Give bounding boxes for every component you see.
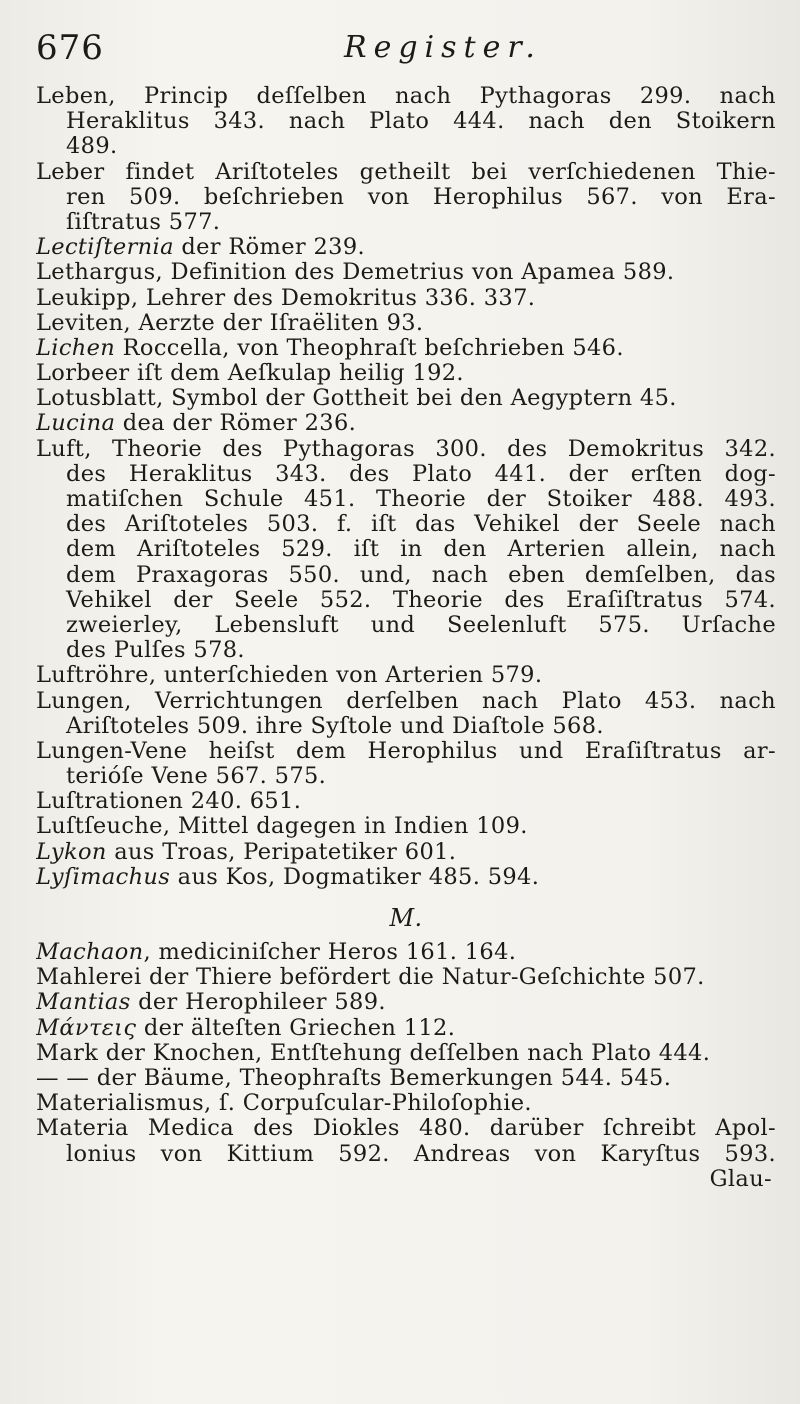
entry-text: der älteſten Griechen 112. <box>136 1015 456 1041</box>
register-line <box>36 411 776 436</box>
entry-text: Leber findet Ariſtoteles getheilt bei verſchiedenen Thie- <box>36 159 776 185</box>
entry-text: dem Praxagoras 550. und, nach eben demſelben, das <box>66 562 776 588</box>
catchword: Glau- <box>709 1166 772 1192</box>
register-line <box>36 1142 776 1167</box>
entry-text: Ariſtoteles 509. ihre Syſtole und Diaſtole 568. <box>66 713 604 739</box>
entry-text: Lungen-Vene heiſst dem Herophilus und Eraſiſtratus ar- <box>36 738 776 764</box>
entry-text: des Heraklitus 343. des Plato 441. der erſten dog- <box>66 461 776 487</box>
headword-italic: Machaon <box>36 940 144 965</box>
entry-text: Lorbeer iſt dem Aeſkulap heilig 192. <box>36 361 464 387</box>
entry-text: Luſtſeuche, Mittel dagegen in Indien 109. <box>36 814 528 840</box>
register-line <box>36 764 776 789</box>
headword-italic: Lykon <box>36 839 107 865</box>
register-line <box>36 311 776 336</box>
entry-text: Materia Medica des Diokles 480. darüber ſchreibt Apol- <box>36 1116 776 1142</box>
register-line <box>36 185 776 210</box>
register-line <box>36 361 776 386</box>
register-line <box>36 134 776 159</box>
register-line <box>36 563 776 588</box>
entry-text: 489. <box>66 134 118 160</box>
register-line <box>36 1091 776 1116</box>
entry-text: Luftröhre, unterſchieden von Arterien 579. <box>36 663 543 689</box>
register-line <box>36 1066 776 1091</box>
register-line <box>36 1016 776 1041</box>
register-line <box>36 714 776 739</box>
register-line <box>36 462 776 487</box>
register-line <box>36 739 776 764</box>
entry-text: Mark der Knochen, Entſtehung deſſelben nach Plato 444. <box>36 1040 711 1066</box>
entry-text: — — der Bäume, Theophraſts Bemerkungen 544. 545. <box>36 1065 672 1091</box>
register-line <box>36 588 776 613</box>
entry-text: Heraklitus 343. nach Plato 444. nach den Stoikern <box>66 109 776 135</box>
register-entries <box>36 84 776 1192</box>
headword-italic: Mantias <box>36 990 131 1016</box>
entry-text: Leben, Princip deſſelben nach Pythagoras 299. nach <box>36 84 776 109</box>
register-line <box>36 437 776 462</box>
entry-text: der Herophileer 589. <box>130 990 386 1016</box>
register-line <box>36 689 776 714</box>
register-line <box>36 537 776 562</box>
register-line <box>36 84 776 109</box>
entry-text: Materialismus, ſ. Corpuſcular-Philoſophie. <box>36 1091 532 1117</box>
register-line <box>36 814 776 839</box>
register-line <box>36 109 776 134</box>
entry-text: ſiſtratus 577. <box>66 209 221 235</box>
entry-text: matiſchen Schule 451. Theorie der Stoiker 488. 493. <box>66 487 776 512</box>
entry-text: Mahlerei der Thiere befördert die Natur-Geſchichte 507. <box>36 965 705 991</box>
headword-italic: Lyſimachus <box>36 864 171 890</box>
page-number: 676 <box>36 28 104 68</box>
section-heading: M. <box>389 904 423 932</box>
headword-italic: Lectiſternia <box>36 235 174 261</box>
register-line <box>36 160 776 185</box>
entry-text: Lethargus, Definition des Demetrius von Apamea 589. <box>36 260 675 286</box>
register-line <box>36 990 776 1015</box>
register-line <box>36 1041 776 1066</box>
entry-text: dea der Römer 236. <box>115 411 357 437</box>
register-line <box>36 840 776 865</box>
entry-text: Luft, Theorie des Pythagoras 300. des Demokritus 342. <box>36 436 776 462</box>
entry-text: Lungen, Verrichtungen derſelben nach Plato 453. nach <box>36 688 776 714</box>
register-line <box>36 210 776 235</box>
register-line <box>36 286 776 311</box>
entry-text: Leviten, Aerzte der Iſraëliten 93. <box>36 310 424 336</box>
register-line <box>36 865 776 890</box>
register-line <box>36 487 776 512</box>
entry-text: des Pulſes 578. <box>66 638 245 664</box>
entry-text: dem Ariſtoteles 529. iſt in den Arterien allein, nach <box>66 537 776 563</box>
headword-italic: Lucina <box>36 411 116 437</box>
headword-italic: Μάντεις <box>36 1015 137 1041</box>
register-line <box>36 235 776 260</box>
running-title: Register. <box>344 30 542 65</box>
register-line <box>36 638 776 663</box>
entry-text: terióſe Vene 567. 575. <box>66 764 327 790</box>
entry-text: Vehikel der Seele 552. Theorie des Eraſiſtratus 574. <box>66 587 776 613</box>
entry-text: , mediciniſcher Heros 161. 164. <box>143 940 517 965</box>
register-line <box>36 386 776 411</box>
page-header <box>36 22 776 72</box>
register-line <box>36 336 776 361</box>
register-line <box>36 940 776 965</box>
register-line <box>36 789 776 814</box>
entry-text: der Römer 239. <box>173 235 366 261</box>
entry-text: Lotusblatt, Symbol der Gottheit bei den Aegyptern 45. <box>36 386 677 412</box>
entry-text: ren 509. beſchrieben von Herophilus 567. von Era- <box>66 184 776 210</box>
register-line <box>36 965 776 990</box>
entry-text: Luſtrationen 240. 651. <box>36 789 302 815</box>
entry-text: des Ariſtoteles 503. f. iſt das Vehikel der Seele nach <box>66 512 776 538</box>
entry-text: aus Kos, Dogmatiker 485. 594. <box>170 864 540 890</box>
register-line <box>36 613 776 638</box>
entry-text: lonius von Kittium 592. Andreas von Karyſtus 593. <box>66 1141 776 1167</box>
entry-text: Roccella, von Theophraſt beſchrieben 546. <box>115 335 624 361</box>
entry-text: Leukipp, Lehrer des Demokritus 336. 337. <box>36 285 536 311</box>
register-line <box>36 260 776 285</box>
register-line <box>36 512 776 537</box>
entry-text: zweierley, Lebensluft und Seelenluft 575. Urſache <box>66 612 776 638</box>
register-line <box>36 663 776 688</box>
register-line <box>36 1116 776 1141</box>
entry-text: aus Troas, Peripatetiker 601. <box>106 839 457 865</box>
headword-italic: Lichen <box>36 335 116 361</box>
